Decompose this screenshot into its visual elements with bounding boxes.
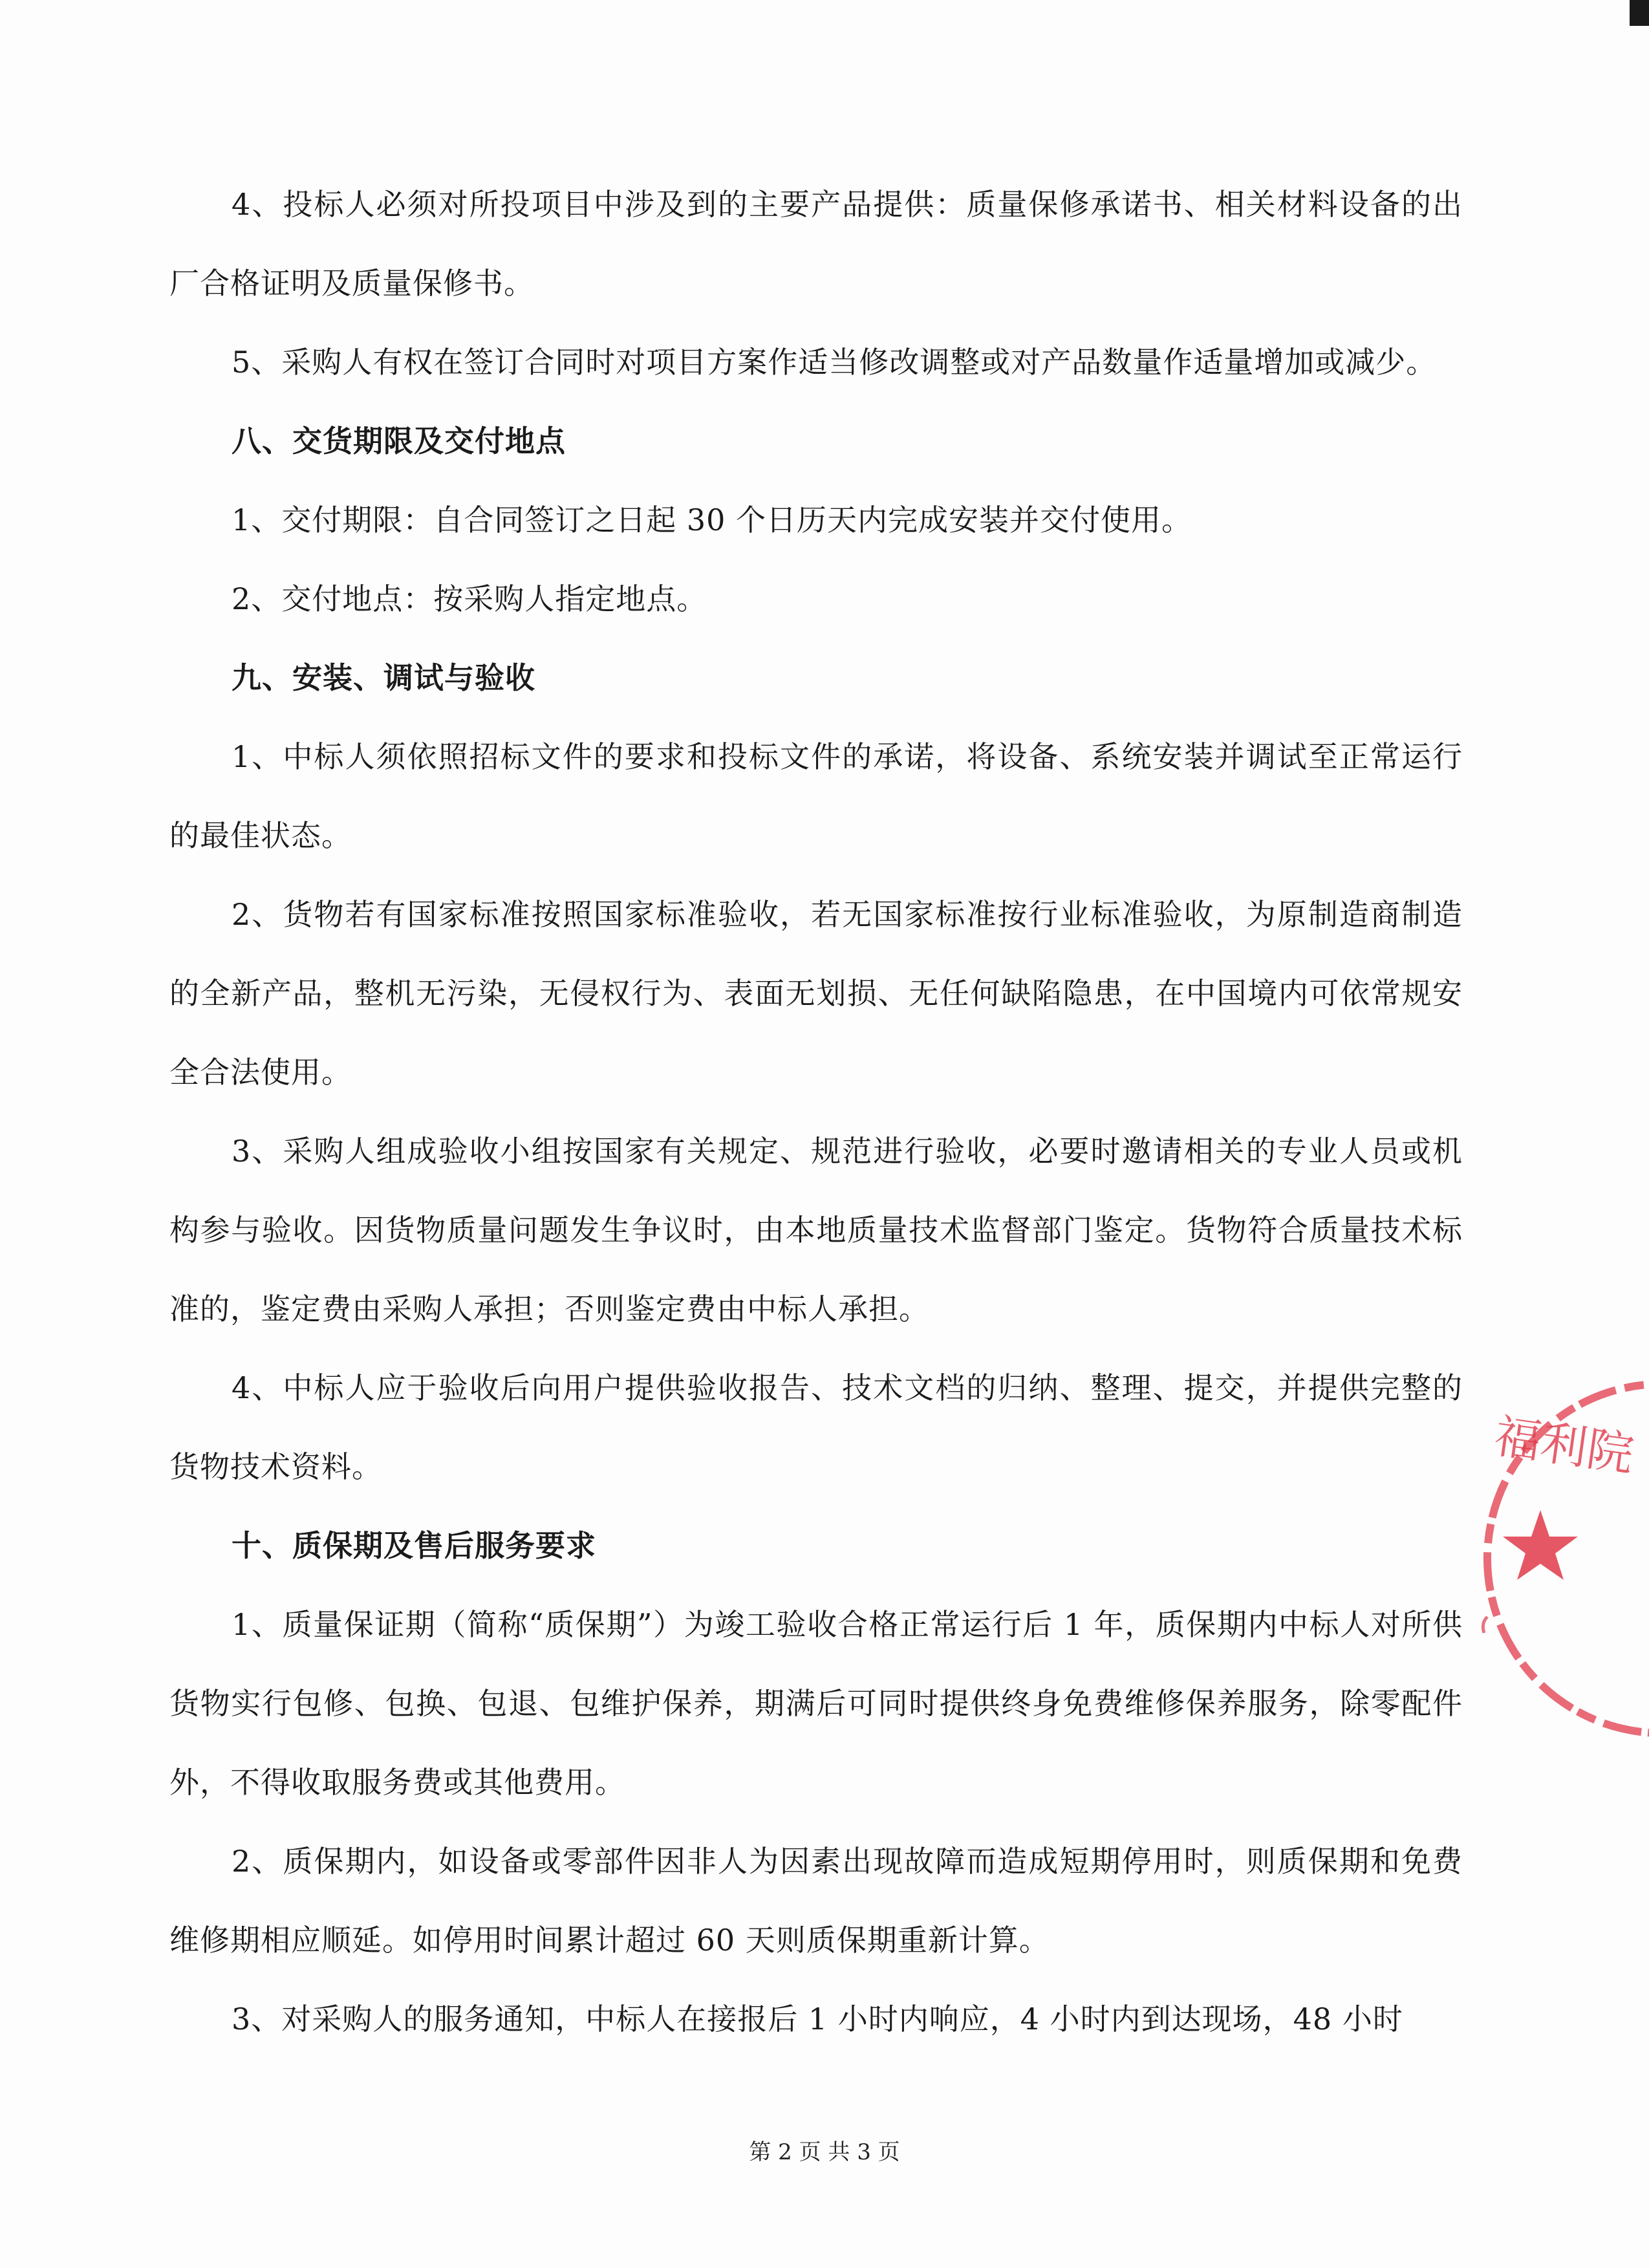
- paragraph-delivery-location: 2、交付地点：按采购人指定地点。: [232, 581, 707, 616]
- scan-edge: [1630, 0, 1649, 26]
- paragraph-warranty-1: 1、质量保证期（简称“质保期”）为竣工验收合格正常运行后 1 年，质保期内中标人对所供货物实行包修、包换、包退、包维护保养，期满后可同时提供终身免费维修保养服务，除零配件外，不得收取服务费或其他费用。: [169, 1607, 1463, 1800]
- paragraph-installation-3: 3、采购人组成验收小组按国家有关规定、规范进行验收，必要时邀请相关的专业人员或机构参与验收。因货物质量问题发生争议时，由本地质量技术监督部门鉴定。货物符合质量技术标准的，鉴定费由采购人承担；否则鉴定费由中标人承担。: [169, 1134, 1463, 1326]
- section-heading-delivery: 八、交货期限及交付地点: [232, 424, 566, 459]
- paragraph-installation-4: 4、中标人应于验收后向用户提供验收报告、技术文档的归纳、整理、提交，并提供完整的货物技术资料。: [169, 1370, 1463, 1484]
- seal-text: 福利院: [1491, 1409, 1637, 1482]
- paragraph-warranty-3: 3、对采购人的服务通知，中标人在接报后 1 小时内响应，4 小时内到达现场，48 小时: [232, 2002, 1403, 2036]
- seal-graphic: [1468, 1377, 1649, 1740]
- page-footer: 第 2 页 共 3 页: [749, 2139, 900, 2165]
- seal-star-icon: [1503, 1510, 1578, 1580]
- paragraph-warranty-2: 2、质保期内，如设备或零部件因非人为因素出现故障而造成短期停用时，则质保期和免费维修期相应顺延。如停用时间累计超过 60 天则质保期重新计算。: [169, 1844, 1463, 1958]
- paragraph-installation-2: 2、货物若有国家标准按照国家标准验收，若无国家标准按行业标准验收，为原制造商制造的全新产品，整机无污染，无侵权行为、表面无划损、无任何缺陷隐患，在中国境内可依常规安全合法使用。: [169, 897, 1463, 1090]
- paragraph-delivery-period: 1、交付期限：自合同签订之日起 30 个日历天内完成安装并交付使用。: [232, 502, 1192, 537]
- section-heading-installation: 九、安装、调试与验收: [232, 660, 535, 695]
- section-heading-warranty: 十、质保期及售后服务要求: [232, 1528, 596, 1563]
- paragraph-installation-1: 1、中标人须依照招标文件的要求和投标文件的承诺，将设备、系统安装并调试至正常运行的最佳状态。: [169, 739, 1463, 853]
- document-body: [169, 165, 1463, 2058]
- paragraph-5-purchaser-rights: 5、采购人有权在签订合同时对项目方案作适当修改调整或对产品数量作适量增加或减少。: [232, 345, 1437, 380]
- paragraph-4-warranty-docs: 4、投标人必须对所投项目中涉及到的主要产品提供：质量保修承诺书、相关材料设备的出厂合格证明及质量保修书。: [169, 187, 1463, 301]
- official-seal-stamp: [1468, 1377, 1649, 1740]
